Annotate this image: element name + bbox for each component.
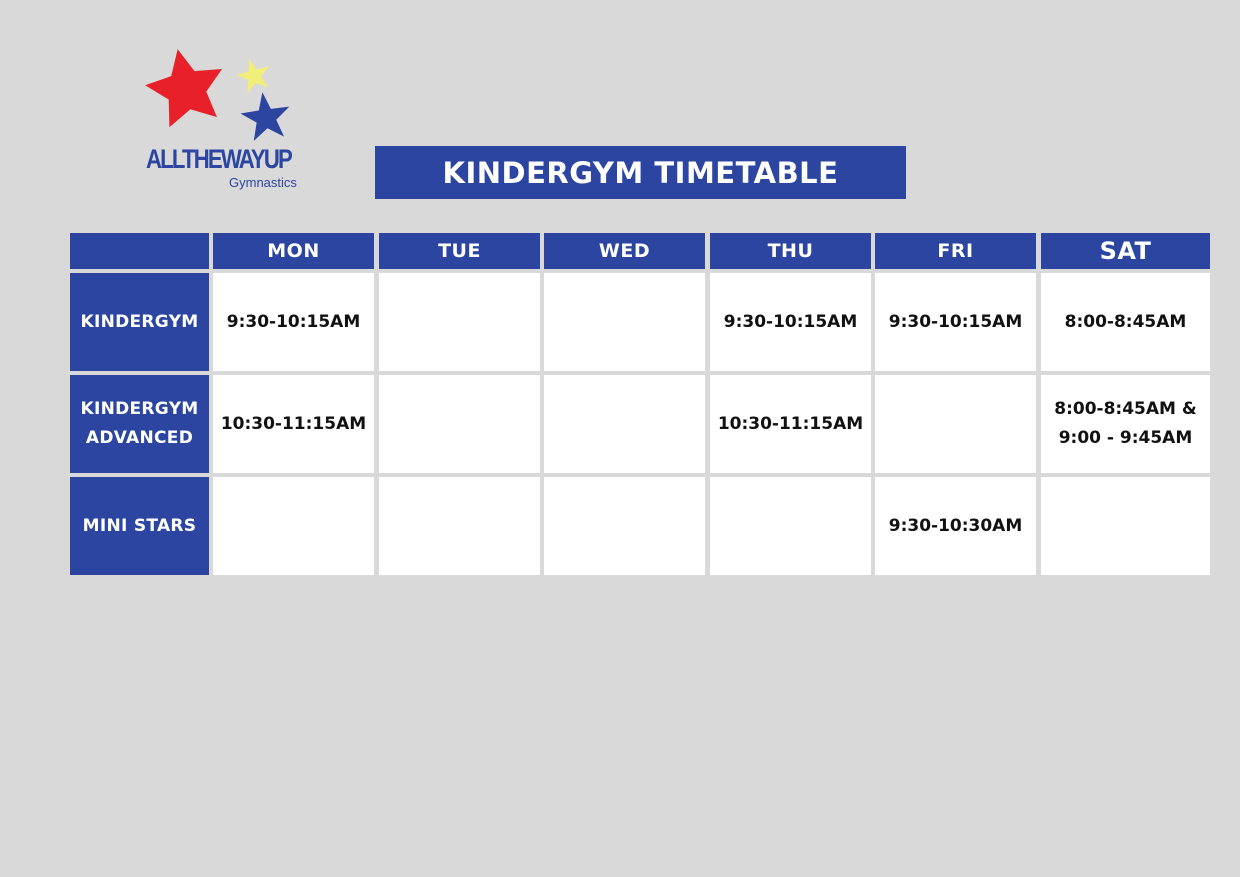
time-slot-cell (379, 375, 540, 473)
time-slot-cell (544, 273, 705, 371)
time-slot-cell: 9:30-10:15AM (213, 273, 374, 371)
time-slot-cell (544, 375, 705, 473)
time-slot-cell (875, 375, 1036, 473)
day-header-fri: FRI (875, 233, 1036, 269)
yellow-star-icon (233, 54, 274, 94)
day-header-mon: MON (213, 233, 374, 269)
time-slot-cell: 8:00-8:45AM & 9:00 - 9:45AM (1041, 375, 1210, 473)
time-slot-cell: 10:30-11:15AM (213, 375, 374, 473)
logo-subtitle: Gymnastics (229, 175, 297, 190)
logo-wordmark: ALLTHEWAYUP (146, 144, 291, 174)
time-slot-cell: 8:00-8:45AM (1041, 273, 1210, 371)
row-label: KINDERGYM ADVANCED (70, 375, 209, 473)
time-slot-cell (379, 273, 540, 371)
page-title: KINDERGYM TIMETABLE (375, 146, 906, 199)
time-slot-cell (379, 477, 540, 575)
time-slot-cell: 9:30-10:15AM (875, 273, 1036, 371)
red-star-icon (140, 48, 232, 130)
row-label: MINI STARS (70, 477, 209, 575)
time-slot-cell (544, 477, 705, 575)
time-slot-cell: 10:30-11:15AM (710, 375, 871, 473)
header-corner (70, 233, 209, 269)
time-slot-cell: 9:30-10:15AM (710, 273, 871, 371)
day-header-tue: TUE (379, 233, 540, 269)
time-slot-cell (213, 477, 374, 575)
time-slot-cell (1041, 477, 1210, 575)
day-header-thu: THU (710, 233, 871, 269)
time-slot-cell (710, 477, 871, 575)
day-header-wed: WED (544, 233, 705, 269)
stars-icon (140, 48, 320, 148)
brand-logo (140, 48, 320, 193)
row-label: KINDERGYM (70, 273, 209, 371)
time-slot-cell: 9:30-10:30AM (875, 477, 1036, 575)
day-header-sat: SAT (1041, 233, 1210, 269)
blue-star-icon (238, 89, 293, 142)
